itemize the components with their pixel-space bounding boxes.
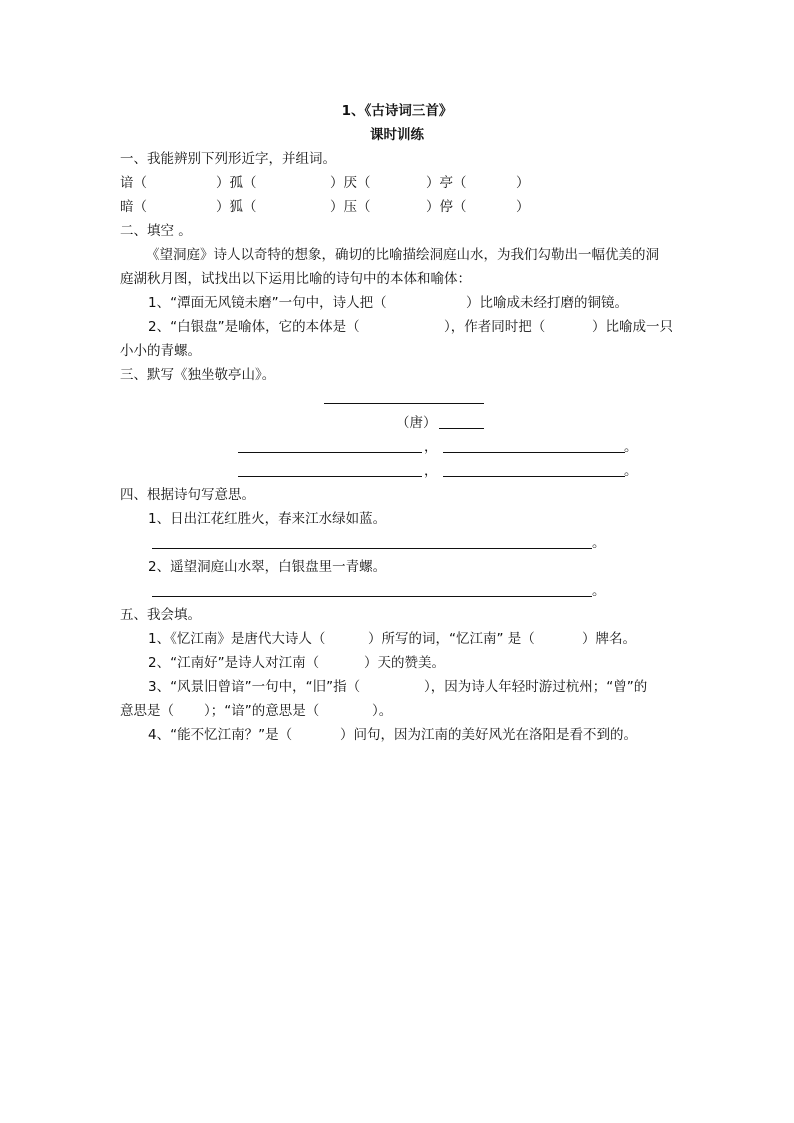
punctuation: ，	[424, 439, 438, 455]
question-text: 1、日出江花红胜火，春来江水绿如蓝。	[148, 511, 387, 527]
page-subtitle: 课时训练	[370, 127, 424, 143]
question-text: 2、“江南好”是诗人对江南（	[148, 655, 320, 671]
paragraph-line: 庭湖秋月图，试找出以下运用比喻的诗句中的本体和喻体：	[120, 271, 471, 287]
section-3-heading: 三、默写《独坐敬亭山》。	[120, 367, 276, 383]
question-text: 2、遥望洞庭山水翠，白银盘里一青螺。	[148, 559, 387, 575]
char-pair-text: ）厌（	[330, 175, 371, 191]
question-text: 3、“风景旧曾谙”一句中，“旧”指（	[148, 679, 361, 695]
char-pair-text: ）	[516, 199, 530, 215]
question-text: ），因为诗人年轻时游过杭州；“曾”的	[424, 679, 648, 695]
poem-blank	[238, 452, 422, 453]
paragraph-line: 《望洞庭》诗人以奇特的想象，确切的比喻描绘洞庭山水，为我们勾勒出一幅优美的洞	[146, 247, 659, 263]
poem-blank	[443, 476, 625, 477]
punctuation: 。	[592, 535, 606, 551]
poem-author-blank	[439, 428, 484, 429]
question-text: ），作者同时把（	[444, 319, 546, 335]
poem-title-blank	[324, 403, 484, 404]
section-2-heading: 二、填空 。	[120, 223, 192, 239]
question-text: ）；“谙”的意思是（	[204, 703, 320, 719]
section-4-heading: 四、根据诗句写意思。	[120, 487, 255, 503]
char-pair-text: ）停（	[426, 199, 467, 215]
answer-blank	[152, 596, 592, 597]
char-pair-text: ）狐（	[216, 199, 257, 215]
question-text: ）问句，因为江南的美好风光在洛阳是看不到的。	[340, 727, 637, 743]
question-text: ）天的赞美。	[364, 655, 445, 671]
question-text: ）比喻成一只	[592, 319, 673, 335]
question-text: ）所写的词，“忆江南” 是（	[368, 631, 535, 647]
punctuation: 。	[624, 463, 638, 479]
question-text: 1、“潭面无风镜未磨”一句中，诗人把（	[148, 295, 387, 311]
punctuation: 。	[592, 583, 606, 599]
answer-blank	[152, 548, 592, 549]
poem-blank	[443, 452, 625, 453]
char-pair-text: ）	[516, 175, 530, 191]
char-pair-text: ）压（	[330, 199, 371, 215]
question-text: 小小的青螺。	[120, 343, 201, 359]
question-text: 2、“白银盘”是喻体，它的本体是（	[148, 319, 360, 335]
char-pair-text: 暗（	[120, 199, 147, 215]
poem-blank	[238, 476, 422, 477]
question-text: ）。	[372, 703, 393, 719]
question-text: ）牌名。	[582, 631, 636, 647]
question-text: 意思是（	[120, 703, 174, 719]
section-1-heading: 一、我能辨别下列形近字，并组词。	[120, 151, 336, 167]
section-5-heading: 五、我会填。	[120, 607, 201, 623]
punctuation: 。	[624, 439, 638, 455]
page-title: 1、《古诗词三首》	[341, 103, 453, 119]
char-pair-text: ）孤（	[216, 175, 257, 191]
char-pair-text: ）亭（	[426, 175, 467, 191]
punctuation: ，	[424, 463, 438, 479]
question-text: ）比喻成未经打磨的铜镜。	[466, 295, 628, 311]
poem-dynasty: （唐）	[396, 415, 437, 431]
char-pair-text: 谙（	[120, 175, 147, 191]
question-text: 1、《忆江南》是唐代大诗人（	[148, 631, 326, 647]
question-text: 4、“能不忆江南？”是（	[148, 727, 293, 743]
